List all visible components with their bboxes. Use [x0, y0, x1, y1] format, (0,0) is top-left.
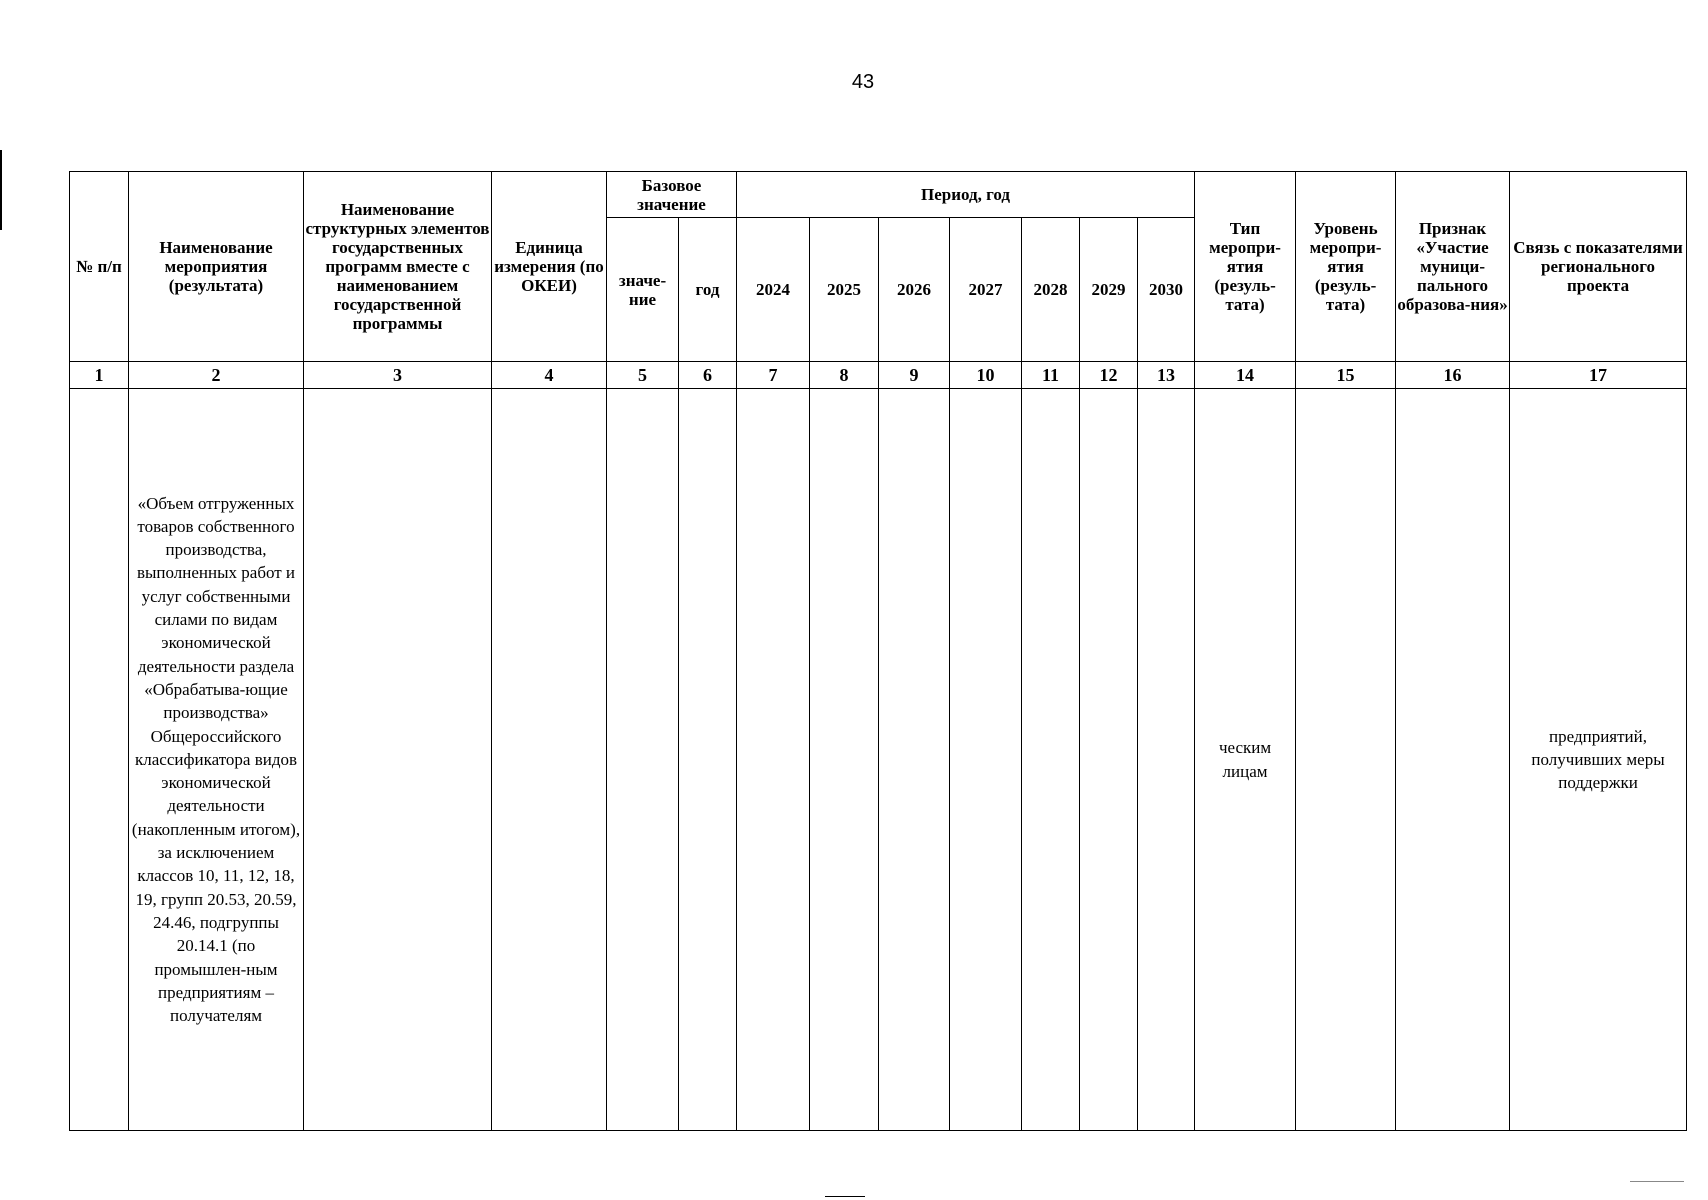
column-number: 12 [1080, 362, 1138, 389]
header-base-value: значе-ние [607, 218, 679, 362]
table-row [70, 389, 1687, 1131]
year-value-cell [737, 389, 810, 1131]
header-structural-elements: Наименование структурных элементов государственных программ вместе с наименованием государственной программы [304, 172, 492, 362]
header-period-group: Период, год [737, 172, 1195, 218]
page-number: 43 [851, 71, 875, 93]
header-measure-type: Тип меропри-ятия (резуль-тата) [1195, 172, 1296, 362]
header-year: 2027 [950, 218, 1022, 362]
header-year: 2025 [810, 218, 879, 362]
column-number: 15 [1296, 362, 1396, 389]
column-number: 9 [879, 362, 950, 389]
column-number: 17 [1510, 362, 1687, 389]
column-number: 2 [129, 362, 304, 389]
base-value-cell [607, 389, 679, 1131]
scan-bottom-mark [1630, 1181, 1684, 1182]
header-row-1 [70, 172, 1687, 218]
year-value-cell [950, 389, 1022, 1131]
year-value-cell [1080, 389, 1138, 1131]
header-municipal-participation: Признак «Участие муници-пального образова-ния» [1396, 172, 1510, 362]
header-measure-name: Наименование мероприятия (результата) [129, 172, 304, 362]
header-year: 2024 [737, 218, 810, 362]
column-number: 4 [492, 362, 607, 389]
measure-type-cell: ческим лицам [1195, 389, 1296, 1131]
column-number: 7 [737, 362, 810, 389]
unit-cell [492, 389, 607, 1131]
measure-name-cell: «Объем отгруженных товаров собственного производства, выполненных работ и услуг собственными силами по видам экономической деятельности раздела «Обрабатыва-ющие производства» Общероссийского классификатора видов экономической деятельности (накопленным итогом), за исключением классов 10, 11, 12, 18, 19, групп 20.53, 20.59, 24.46, подгруппы 20.14.1 (по промышлен-ным предприятиям – получателям [129, 389, 304, 1131]
measures-table [69, 171, 1687, 1131]
column-number: 5 [607, 362, 679, 389]
year-value-cell [1138, 389, 1195, 1131]
header-base-value-group: Базовое значение [607, 172, 737, 218]
column-number: 6 [679, 362, 737, 389]
column-number: 14 [1195, 362, 1296, 389]
header-year: 2029 [1080, 218, 1138, 362]
scan-edge-mark [0, 150, 2, 230]
column-number: 16 [1396, 362, 1510, 389]
header-year: 2030 [1138, 218, 1195, 362]
header-year: 2026 [879, 218, 950, 362]
year-value-cell [1022, 389, 1080, 1131]
base-year-cell [679, 389, 737, 1131]
year-value-cell [879, 389, 950, 1131]
header-measure-level: Уровень меропри-ятия (резуль-тата) [1296, 172, 1396, 362]
municipal-participation-cell [1396, 389, 1510, 1131]
header-regional-project-link: Связь с показателями регионального проекта [1510, 172, 1687, 362]
regional-project-link-cell: предприятий, получивших меры поддержки [1510, 389, 1687, 1131]
column-number: 10 [950, 362, 1022, 389]
column-number: 13 [1138, 362, 1195, 389]
header-unit: Единица измерения (по ОКЕИ) [492, 172, 607, 362]
column-number: 1 [70, 362, 129, 389]
column-number: 8 [810, 362, 879, 389]
column-numbers-row [70, 362, 1687, 389]
scan-bottom-mark [825, 1196, 865, 1197]
column-number: 3 [304, 362, 492, 389]
header-year: 2028 [1022, 218, 1080, 362]
measure-level-cell [1296, 389, 1396, 1131]
header-number: № п/п [70, 172, 129, 362]
year-value-cell [810, 389, 879, 1131]
header-base-year: год [679, 218, 737, 362]
row-number-cell [70, 389, 129, 1131]
structural-elements-cell [304, 389, 492, 1131]
column-number: 11 [1022, 362, 1080, 389]
